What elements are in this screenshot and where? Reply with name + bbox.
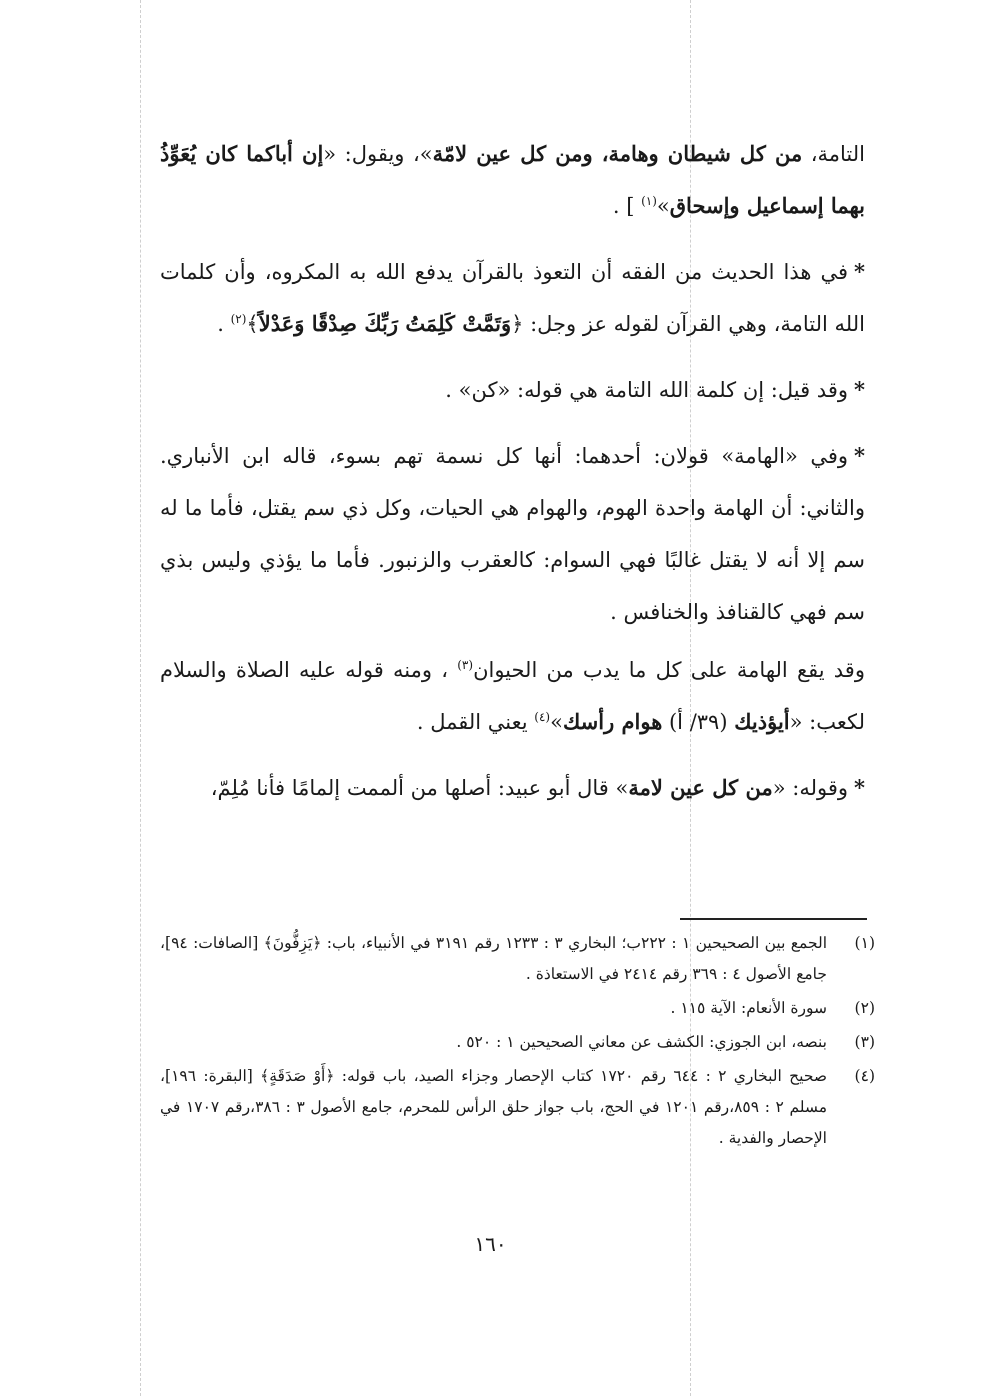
text-run-bold: إن أباكما كان يُعَوِّذُ بهما إسماعيل وإسحاق — [160, 141, 865, 218]
text-run: »، ويقول: « — [323, 142, 433, 166]
scan-artifact-line — [140, 0, 141, 1396]
text-run: وفي «الهامة» قولان: أحدهما: أنها كل نسمة تهم بسوء، قاله ابن الأنباري. والثاني: أن الهامة واحدة الهوم، والهوام هي الحيات، وكل ذي سم يقتل، فأما ما له سم إلا أنه لا يقتل غالبًا فهي السوام: كالعقرب والزنبور. فأما ما يؤذي وليس بذي سم فهي كالقنافذ والخنافس . — [160, 444, 865, 624]
page-number: ١٦٠ — [474, 1232, 507, 1256]
footnote-item — [160, 993, 875, 1024]
text-run: (٣٩/ أ) — [662, 710, 735, 734]
text-run: . — [217, 312, 231, 336]
main-text — [160, 128, 865, 828]
footnote-text: سورة الأنعام: الآية ١١٥ . — [670, 999, 827, 1017]
footnote-number: (٤) — [854, 1067, 875, 1085]
bullet-star: * — [854, 443, 865, 468]
text-run: التامة، — [802, 142, 865, 166]
footnote-item — [160, 928, 875, 990]
text-run: وقد قيل: إن كلمة الله التامة هي قوله: «كن» . — [445, 378, 849, 402]
paragraph-kalima-note — [160, 364, 865, 416]
text-run: وقوله: « — [772, 776, 849, 800]
text-run: ﴾ — [246, 312, 259, 336]
text-run-bold: من كل شيطان وهامة، ومن كل عين لامّة — [432, 141, 803, 166]
footnotes — [160, 928, 875, 1157]
bullet-star: * — [854, 259, 865, 284]
footnote-number: (١) — [854, 934, 875, 952]
text-run: » — [656, 194, 670, 218]
footnote-separator — [680, 918, 867, 920]
text-run: ] . — [612, 194, 642, 218]
text-run-bold: هوام رأسك — [562, 709, 663, 734]
bullet-star: * — [854, 377, 865, 402]
text-run-bold: أيؤذيك — [734, 709, 790, 734]
text-run: يعني القمل . — [416, 710, 535, 734]
text-run-bold: من كل عين لامة — [628, 775, 773, 800]
text-run: » — [550, 710, 563, 734]
footnote-text: الجمع بين الصحيحين ١ : ٢٢٢ب؛ البخاري ٣ : ١٢٣٣ رقم ٣١٩١ في الأنبياء، باب: ﴿يَزِفُّونَ﴾ [الصافات: ٩٤]، جامع الأصول ٤ : ٣٦٩ رقم ٢٤١٤ في الاستعاذة . — [160, 934, 828, 983]
bullet-star: * — [854, 775, 865, 800]
footnote-text: صحيح البخاري ٢ : ٦٤٤ رقم ١٧٢٠ كتاب الإحصار وجزاء الصيد، باب قوله: ﴿أَوْ صَدَقَةٍ﴾ [البقرة: ١٩٦]، مسلم ٢ : ٨٥٩،رقم ١٢٠١ في الحج، باب جواز حلق الرأس للمحرم، جامع الأصول ٣ : ٣٨٦،رقم ١٧٠٧ في الإحصار والفدية . — [160, 1067, 828, 1147]
text-run-bold: وَتَمَّتْ كَلِمَتُ رَبِّكَ صِدْقًا وَعَدْلاً — [258, 311, 512, 336]
footnote-number: (٢) — [854, 999, 875, 1017]
footnote-marker: (٤) — [534, 710, 551, 724]
footnote-item — [160, 1027, 875, 1058]
paragraph-hama-note — [160, 430, 865, 638]
paragraph-hama-continued — [160, 644, 865, 748]
footnote-text: بنصه، ابن الجوزي: الكشف عن معاني الصحيحين ١ : ٥٢٠ . — [456, 1033, 827, 1051]
text-run: » قال أبو عبيد: أصلها من ألممت إلمامًا فأنا مُلِمّ، — [210, 776, 629, 800]
footnote-marker: (٢) — [230, 312, 247, 326]
text-run: وقد يقع الهامة على كل ما يدب من الحيوان — [473, 658, 865, 682]
footnote-marker: (١) — [641, 194, 657, 208]
paragraph-lamma-note — [160, 762, 865, 814]
paragraph-hadith-end — [160, 128, 865, 232]
footnote-item — [160, 1061, 875, 1154]
footnote-number: (٣) — [854, 1033, 875, 1051]
footnote-marker: (٣) — [457, 658, 474, 672]
paragraph-fiqh-note — [160, 246, 865, 350]
text-run: في هذا الحديث من الفقه أن التعوذ بالقرآن يدفع الله به المكروه، وأن كلمات الله التامة، وهي القرآن لقوله عز وجل: ﴿ — [160, 260, 865, 336]
text-run: ، ومنه قوله عليه الصلاة والسلام لكعب: « — [160, 658, 865, 734]
